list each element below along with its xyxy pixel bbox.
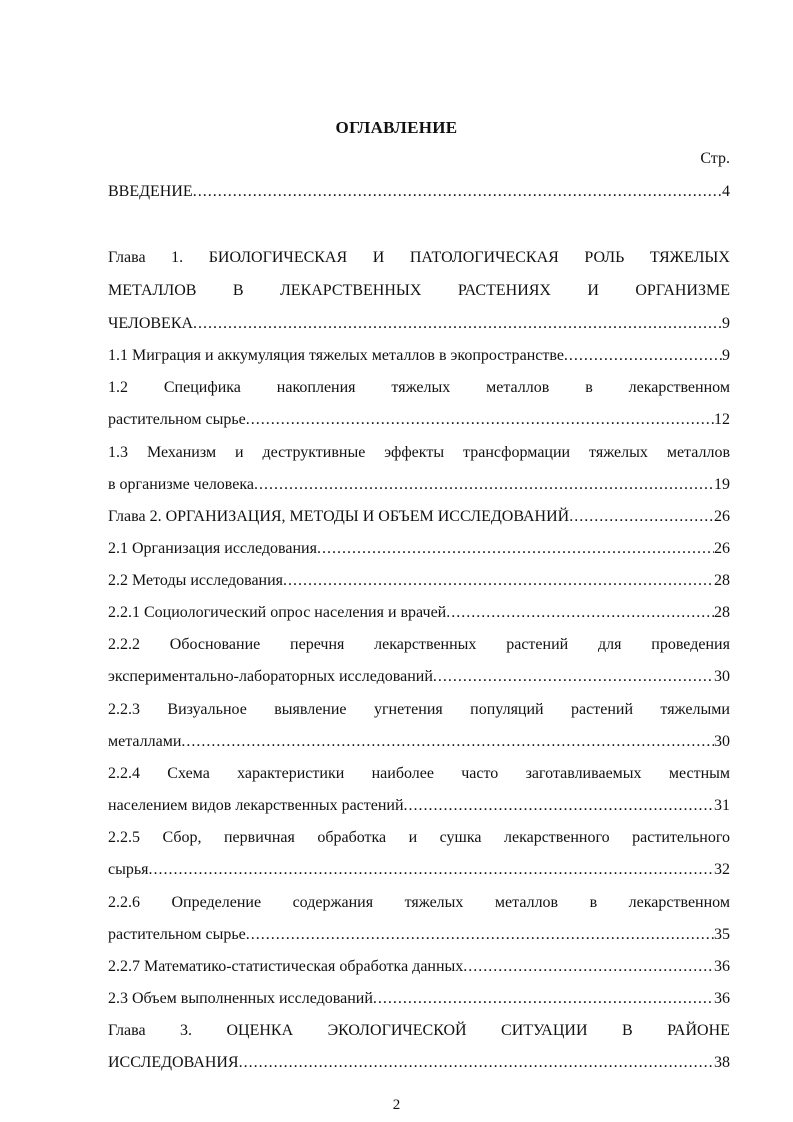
toc-word: наиболее [371, 765, 434, 782]
toc-word: ТЯЖЕЛЫХ [649, 249, 730, 266]
toc-word: 2.2.5 [108, 829, 140, 846]
toc-entry-page: 28 [714, 572, 730, 589]
toc-word: тяжелыми [660, 701, 730, 718]
toc-entry-2-1[interactable] [108, 539, 730, 559]
dot-leader [404, 796, 714, 816]
toc-entry-2-2-5-line2[interactable] [108, 860, 730, 880]
toc-entry-text: населением видов лекарственных растений [108, 797, 404, 814]
toc-entry-page: 38 [714, 1054, 730, 1071]
page-number: 2 [392, 1097, 401, 1113]
toc-word: 1.3 [108, 444, 128, 461]
toc-entry-2-2-7[interactable] [108, 957, 730, 977]
toc-word: Визуальное [167, 701, 247, 718]
toc-word: В [232, 282, 244, 299]
toc-entry-page: 28 [714, 604, 730, 621]
toc-entry-text: 2.2.1 Социологический опрос населения и врачей [108, 604, 447, 621]
toc-entry-text: 2.1 Организация исследования [108, 540, 317, 557]
toc-word: РАЙОНЕ [667, 1022, 730, 1039]
toc-word: тяжелых [589, 444, 648, 461]
toc-entry-page: 32 [714, 861, 730, 878]
toc-word: 2.2.6 [108, 894, 140, 911]
dot-leader [463, 957, 714, 977]
toc-word: тяжелых [391, 379, 451, 396]
toc-word: 1. [171, 249, 184, 266]
toc-entry-page: 12 [714, 411, 730, 428]
toc-word: МЕТАЛЛОВ [108, 282, 197, 299]
dot-leader [149, 860, 714, 880]
toc-word: ОЦЕНКА [226, 1022, 294, 1039]
toc-word: Специфика [163, 379, 241, 396]
toc-word: ЭКОЛОГИЧЕСКОЙ [327, 1022, 467, 1039]
toc-word: лекарственном [628, 379, 730, 396]
toc-entry-ch1-line2[interactable] [108, 281, 730, 301]
toc-word: ОРГАНИЗМЕ [635, 282, 730, 299]
toc-entry-text: 2.2 Методы исследования [108, 572, 284, 589]
toc-entry-page: 19 [714, 476, 730, 493]
toc-entry-text: экспериментально-лабораторных исследований [108, 668, 433, 685]
toc-entry-intro[interactable] [108, 182, 730, 202]
dot-leader [317, 539, 714, 559]
toc-entry-2-2[interactable] [108, 571, 730, 591]
toc-entry-text: Глава 2. ОРГАНИЗАЦИЯ, МЕТОДЫ И ОБЪЕМ ИССЛЕДОВАНИЙ [108, 508, 570, 525]
toc-entry-2-2-1[interactable] [108, 603, 730, 623]
toc-word: Схема [167, 765, 210, 782]
toc-word: лекарственных [374, 636, 477, 653]
toc-word: проведения [651, 636, 730, 653]
toc-entry-text: в организме человека [108, 476, 254, 493]
dot-leader [446, 603, 714, 623]
toc-word: 1.2 [108, 379, 128, 396]
toc-entry-ch3-line1[interactable] [108, 1021, 730, 1041]
toc-entry-1-2-line1[interactable] [108, 378, 730, 398]
toc-word: РОЛЬ [584, 249, 625, 266]
toc-word: местным [668, 765, 730, 782]
toc-entry-2-2-4-line2[interactable] [108, 796, 730, 816]
toc-word: перечня [290, 636, 345, 653]
toc-word: металлов [494, 894, 559, 911]
toc-word: для [598, 636, 622, 653]
dot-leader [193, 182, 722, 202]
page-column-label: Стр. [700, 150, 730, 167]
toc-word: 2.2.2 [108, 636, 140, 653]
toc-word: часто [461, 765, 499, 782]
toc-entry-2-2-4-line1[interactable] [108, 764, 730, 784]
toc-entry-text: ВВЕДЕНИЕ [108, 183, 193, 200]
dot-leader [569, 507, 714, 527]
toc-entry-text: ИССЛЕДОВАНИЯ [108, 1054, 239, 1071]
toc-entry-2-2-2-line1[interactable] [108, 635, 730, 655]
dot-leader [239, 1053, 714, 1073]
toc-entry-page: 9 [722, 315, 730, 332]
toc-word: БИОЛОГИЧЕСКАЯ [208, 249, 348, 266]
toc-word: заготавливаемых [525, 765, 642, 782]
toc-word: 2.2.3 [108, 701, 140, 718]
toc-word: обработка [317, 829, 387, 846]
dot-leader [246, 925, 714, 945]
dot-leader [564, 346, 722, 366]
toc-word: Сбор, [162, 829, 202, 846]
toc-entry-page: 30 [714, 733, 730, 750]
toc-entry-2-2-3-line1[interactable] [108, 700, 730, 720]
dot-leader [181, 732, 714, 752]
toc-entry-text: 2.3 Объем выполненных исследований [108, 990, 373, 1007]
toc-word: Определение [171, 894, 262, 911]
toc-entry-text: металлами [108, 733, 182, 750]
toc-entry-1-1[interactable] [108, 346, 730, 366]
toc-entry-1-3-line2[interactable] [108, 475, 730, 495]
toc-entry-2-2-5-line1[interactable] [108, 828, 730, 848]
toc-entry-1-3-line1[interactable] [108, 443, 730, 463]
toc-entry-text: растительном сырье [108, 926, 246, 943]
toc-word: металлов [666, 444, 730, 461]
toc-entry-page: 9 [722, 347, 730, 364]
toc-entry-text: 1.1 Миграция и аккумуляция тяжелых металлов в экопространстве [108, 347, 564, 364]
toc-word: растений [506, 636, 569, 653]
toc-entry-page: 4 [722, 183, 730, 200]
toc-word: трансформации [463, 444, 571, 461]
toc-word: В [621, 1022, 633, 1039]
toc-word: популяций [470, 701, 544, 718]
toc-word: растительного [632, 829, 730, 846]
toc-entry-ch3-line2[interactable] [108, 1053, 730, 1073]
toc-word: лекарственном [628, 894, 730, 911]
toc-word: угнетения [373, 701, 443, 718]
dot-leader [433, 667, 714, 687]
toc-entry-text: сырья [108, 861, 149, 878]
toc-entry-ch1-line1[interactable] [108, 248, 730, 268]
toc-word: И [587, 282, 599, 299]
page-title: ОГЛАВЛЕНИЕ [335, 118, 458, 137]
toc-entry-page: 26 [714, 508, 730, 525]
toc-entry-page: 31 [714, 797, 730, 814]
toc-entry-text: 2.2.7 Математико-статистическая обработка данных [108, 958, 464, 975]
toc-entry-2-2-6-line1[interactable] [108, 893, 730, 913]
toc-entry-page: 30 [714, 668, 730, 685]
toc-word: Механизм [146, 444, 217, 461]
toc-word: в [589, 894, 598, 911]
toc-word: первичная [223, 829, 295, 846]
toc-word: в [585, 379, 593, 396]
toc-word: 3. [180, 1022, 193, 1039]
toc-word: тяжелых [404, 894, 464, 911]
toc-word: характеристики [237, 765, 345, 782]
toc-entry-page: 36 [714, 990, 730, 1007]
toc-word: выявление [274, 701, 347, 718]
toc-word: растений [571, 701, 633, 718]
toc-entry-2-2-2-line2[interactable] [108, 667, 730, 687]
toc-word: деструктивные [262, 444, 366, 461]
toc-word: содержания [292, 894, 374, 911]
dot-leader [193, 314, 722, 334]
toc-entry-page: 36 [714, 958, 730, 975]
toc-word: ПАТОЛОГИЧЕСКАЯ [409, 249, 559, 266]
toc-entry-text: растительном сырье [108, 411, 246, 428]
dot-leader [283, 571, 714, 591]
toc-word: Глава [108, 249, 146, 266]
toc-word: накопления [276, 379, 356, 396]
toc-word: Глава [108, 1022, 146, 1039]
toc-word: лекарственного [503, 829, 610, 846]
toc-word: СИТУАЦИИ [501, 1022, 588, 1039]
toc-entry-1-2-line2[interactable] [108, 410, 730, 430]
toc-word: сушка [439, 829, 482, 846]
toc-entry-2-3[interactable] [108, 989, 730, 1009]
toc-word: РАСТЕНИЯХ [457, 282, 551, 299]
toc-entry-page: 26 [714, 540, 730, 557]
dot-leader [254, 475, 714, 495]
dot-leader [246, 410, 714, 430]
toc-word: и [235, 444, 244, 461]
toc-word: 2.2.4 [108, 765, 140, 782]
toc-word: металлов [486, 379, 550, 396]
toc-entry-2-2-3-line2[interactable] [108, 732, 730, 752]
toc-entry-text: ЧЕЛОВЕКА [108, 315, 194, 332]
toc-entry-ch2[interactable] [108, 507, 730, 527]
toc-word: И [372, 249, 385, 266]
toc-entry-page: 35 [714, 926, 730, 943]
dot-leader [373, 989, 714, 1009]
toc-word: и [408, 829, 418, 846]
toc-entry-ch1-line3[interactable] [108, 314, 730, 334]
toc-word: ЛЕКАРСТВЕННЫХ [279, 282, 422, 299]
toc-entry-2-2-6-line2[interactable] [108, 925, 730, 945]
toc-word: эффекты [384, 444, 445, 461]
toc-word: Обоснование [169, 636, 261, 653]
